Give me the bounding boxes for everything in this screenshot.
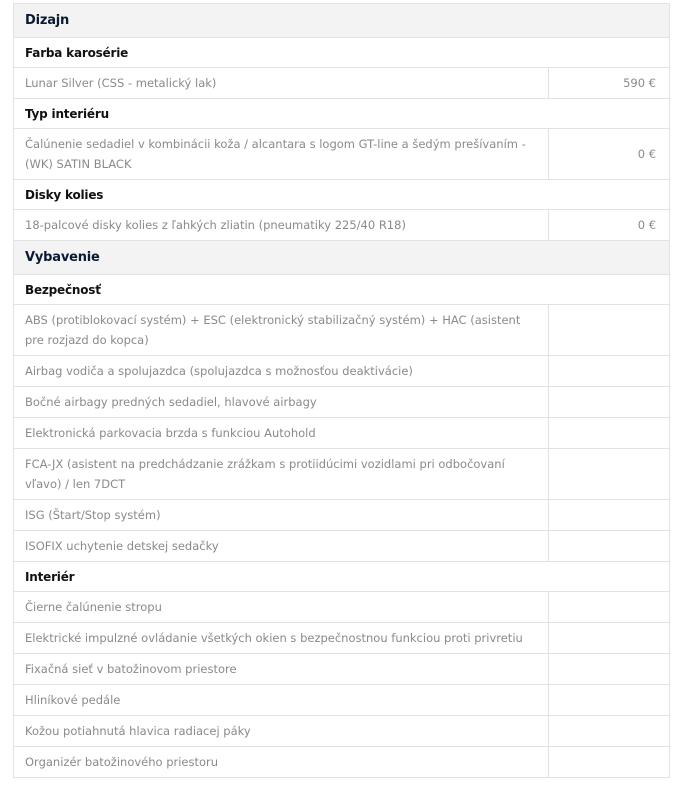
table-row [14, 500, 670, 531]
table-row [14, 356, 670, 387]
item-label: Hliníkové pedále [14, 685, 549, 716]
section-header-dizajn [14, 4, 670, 38]
item-label: Kožou potiahnutá hlavica radiacej páky [14, 716, 549, 747]
specification-table [13, 3, 670, 778]
section-title: Vybavenie [14, 241, 670, 275]
item-price [549, 449, 670, 500]
item-price [549, 592, 670, 623]
subsection-title: Typ interiéru [14, 99, 670, 129]
table-row [14, 592, 670, 623]
subsection-header-bezpecnost [14, 275, 670, 305]
table-row [14, 531, 670, 562]
item-price: 590 € [549, 68, 670, 99]
item-label: ISOFIX uchytenie detskej sedačky [14, 531, 549, 562]
item-price: 0 € [549, 210, 670, 241]
item-price [549, 387, 670, 418]
table-row [14, 129, 670, 180]
item-label: Čierne čalúnenie stropu [14, 592, 549, 623]
subsection-header-typ-interieru [14, 99, 670, 129]
item-label: Čalúnenie sedadiel v kombinácii koža / alcantara s logom GT-line a šedým prešívaním - (WK) SATIN BLACK [14, 129, 549, 180]
item-label: 18-palcové disky kolies z ľahkých zliatin (pneumatiky 225/40 R18) [14, 210, 549, 241]
item-label: Organizér batožinového priestoru [14, 747, 549, 778]
item-label: ABS (protiblokovací systém) + ESC (elektronický stabilizačný systém) + HAC (asistent pre rozjazd do kopca) [14, 305, 549, 356]
table-row [14, 716, 670, 747]
table-row [14, 418, 670, 449]
item-price: 0 € [549, 129, 670, 180]
item-price [549, 685, 670, 716]
item-price [549, 716, 670, 747]
item-label: Elektrické impulzné ovládanie všetkých okien s bezpečnostnou funkciou proti privretiu [14, 623, 549, 654]
table-row [14, 623, 670, 654]
item-price [549, 305, 670, 356]
item-price [549, 418, 670, 449]
table-row [14, 747, 670, 778]
section-header-vybavenie [14, 241, 670, 275]
table-row [14, 685, 670, 716]
table-row [14, 68, 670, 99]
item-label: Lunar Silver (CSS - metalický lak) [14, 68, 549, 99]
subsection-header-farba [14, 38, 670, 68]
item-label: Fixačná sieť v batožinovom priestore [14, 654, 549, 685]
table-row [14, 305, 670, 356]
section-title: Dizajn [14, 4, 670, 38]
item-price [549, 500, 670, 531]
table-row [14, 387, 670, 418]
table-row [14, 449, 670, 500]
item-label: FCA-JX (asistent na predchádzanie zrážkam s protiidúcimi vozidlami pri odbočovaní vľavo) / len 7DCT [14, 449, 549, 500]
item-price [549, 531, 670, 562]
item-label: Elektronická parkovacia brzda s funkciou Autohold [14, 418, 549, 449]
item-label: ISG (Štart/Stop systém) [14, 500, 549, 531]
table-row [14, 210, 670, 241]
item-label: Bočné airbagy predných sedadiel, hlavové airbagy [14, 387, 549, 418]
item-price [549, 654, 670, 685]
subsection-header-disky [14, 180, 670, 210]
subsection-title: Disky kolies [14, 180, 670, 210]
item-price [549, 747, 670, 778]
item-label: Airbag vodiča a spolujazdca (spolujazdca s možnosťou deaktivácie) [14, 356, 549, 387]
table-row [14, 654, 670, 685]
item-price [549, 623, 670, 654]
subsection-title: Bezpečnosť [14, 275, 670, 305]
item-price [549, 356, 670, 387]
subsection-header-interier [14, 562, 670, 592]
subsection-title: Interiér [14, 562, 670, 592]
subsection-title: Farba karosérie [14, 38, 670, 68]
